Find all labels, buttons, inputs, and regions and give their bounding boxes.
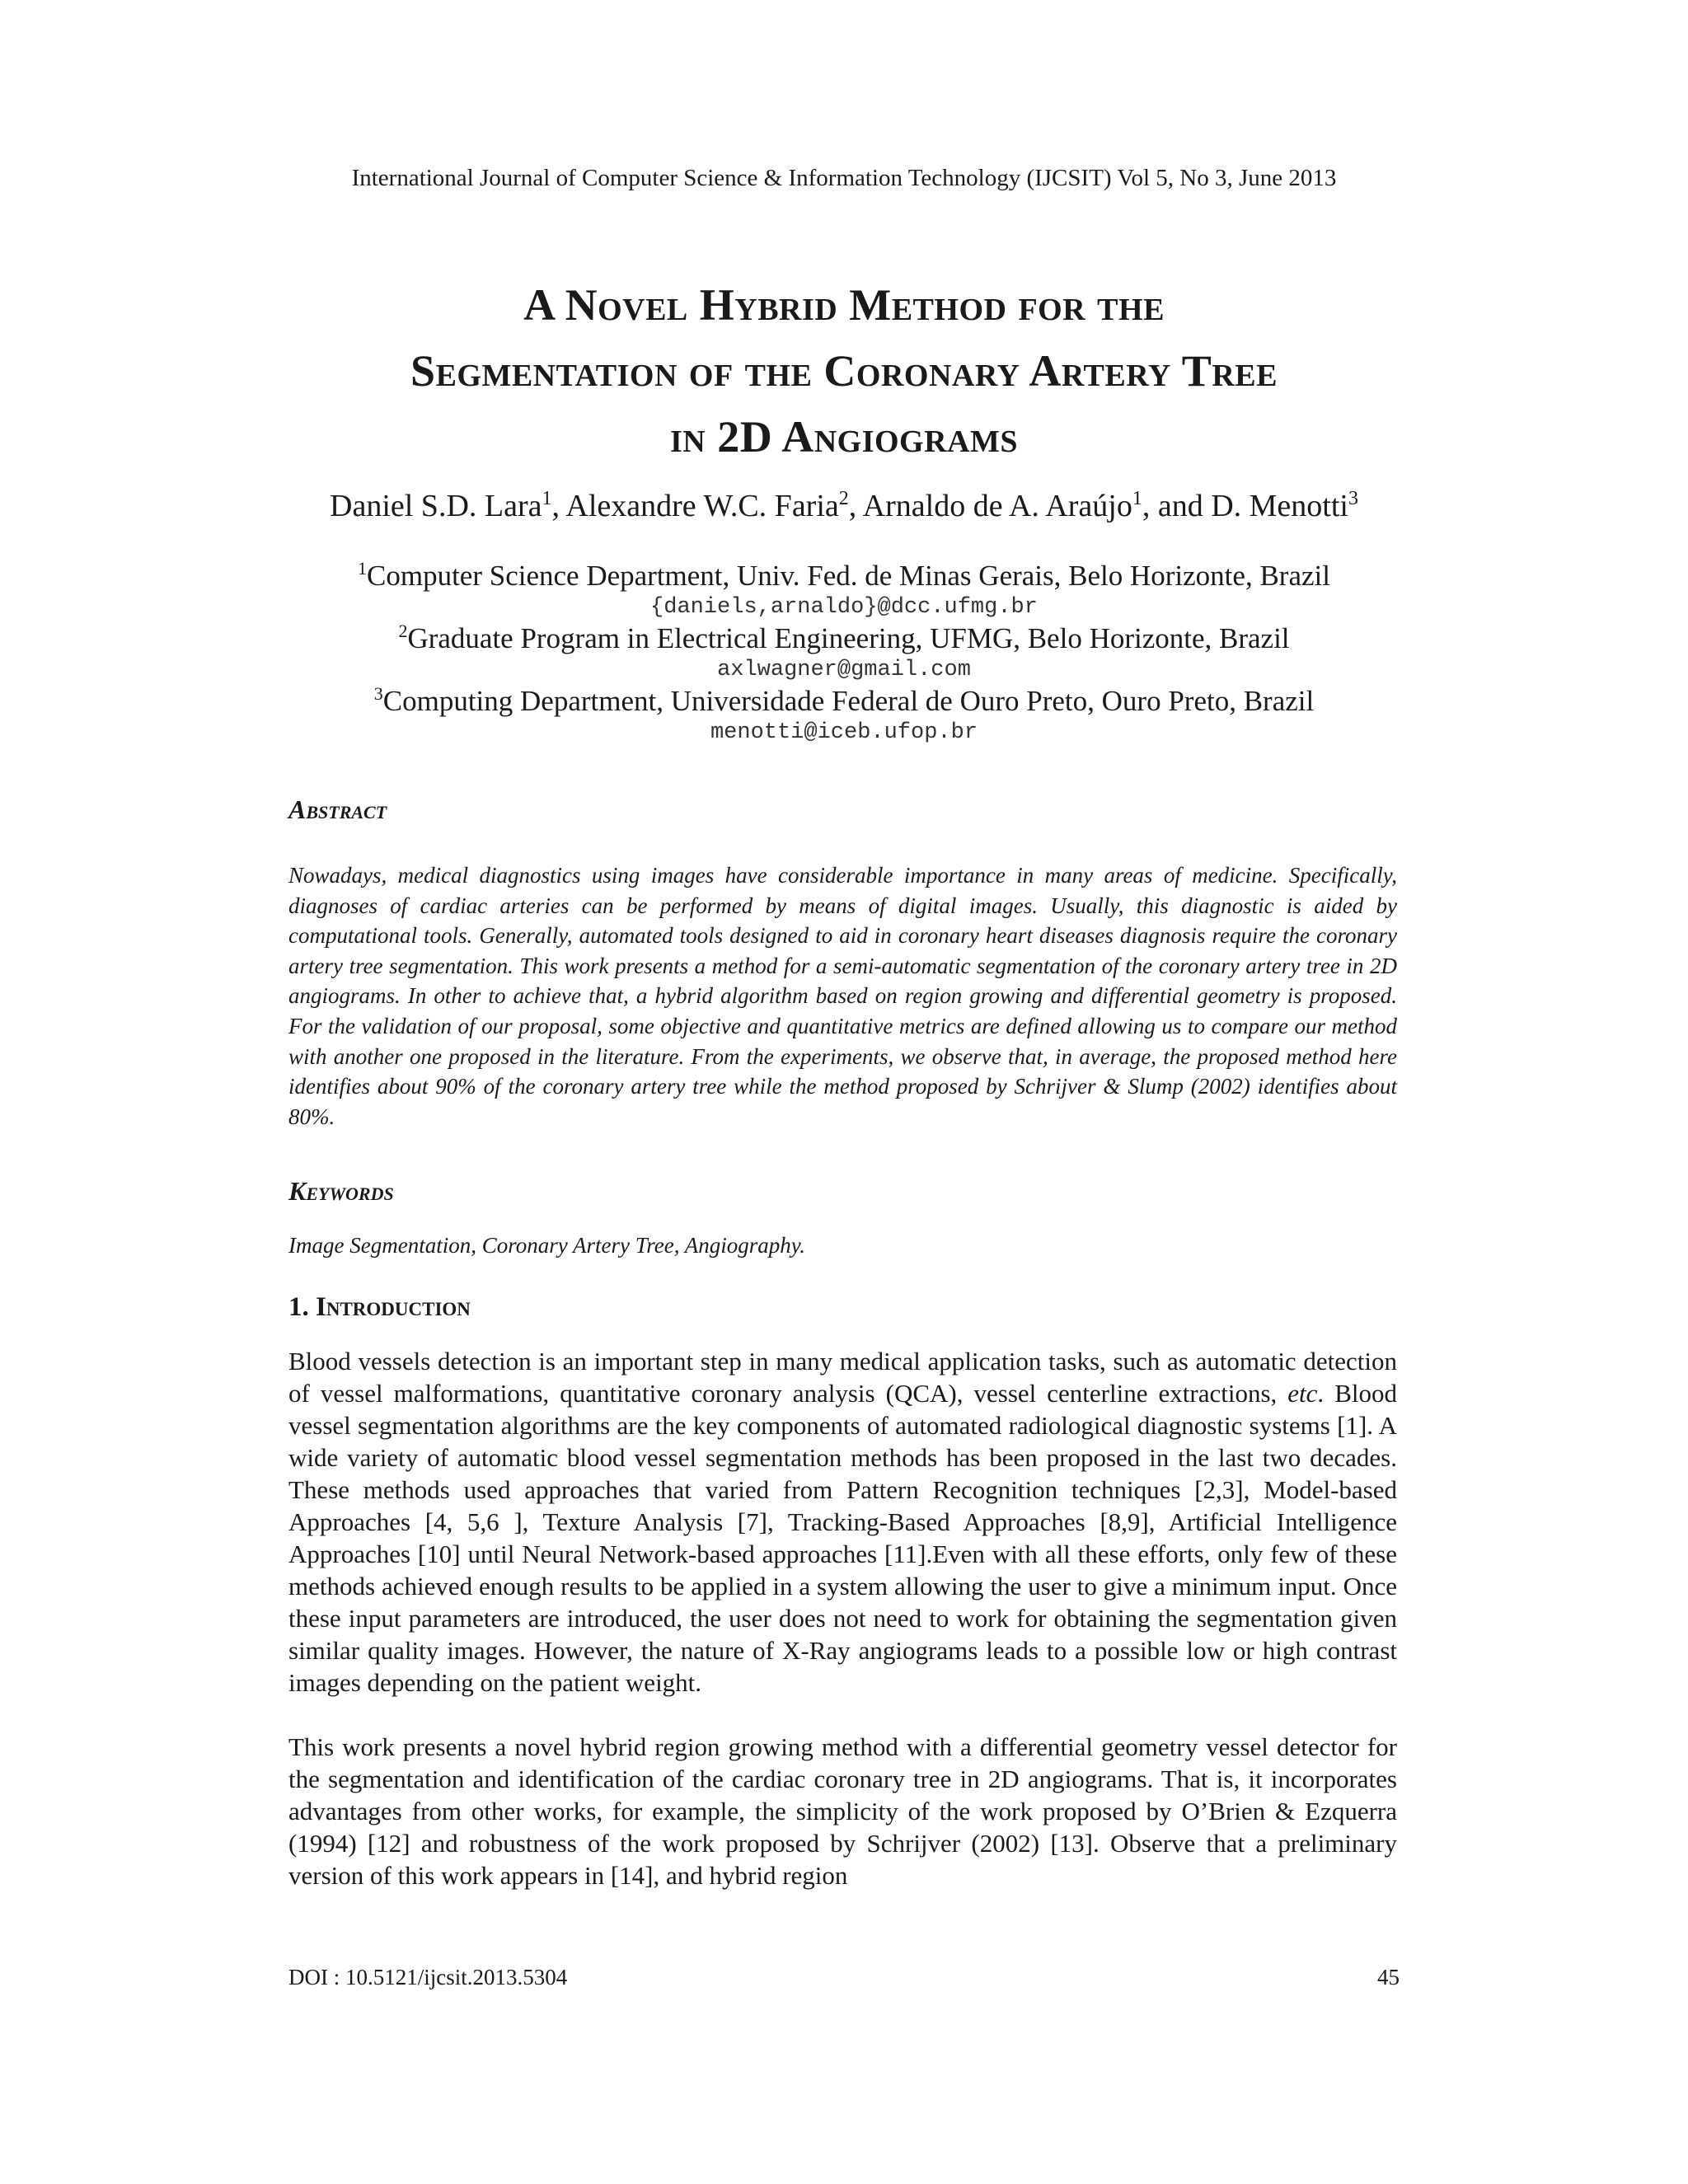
affiliation-mark: 3: [373, 683, 383, 704]
paper-title: [0, 272, 1688, 470]
affiliation-text: Computing Department, Universidade Federal de Ouro Preto, Ouro Preto, Brazil: [382, 685, 1315, 717]
introduction-body: [288, 1345, 1397, 1891]
affiliation-line: [0, 684, 1688, 719]
author-name: Alexandre W.C. Faria: [565, 489, 839, 523]
emphasis-etc: etc: [1287, 1379, 1318, 1408]
affiliation-email: axlwagner@gmail.com: [717, 658, 971, 682]
author-name: Daniel S.D. Lara: [330, 489, 542, 523]
abstract-heading: Abstract: [288, 794, 387, 824]
affiliation-line: [0, 559, 1688, 593]
author-separator: , and: [1142, 489, 1212, 523]
author-name: D. Menotti: [1211, 489, 1348, 523]
author-separator: ,: [848, 489, 863, 523]
author-affiliation-mark: 1: [542, 488, 552, 509]
author-affiliation-mark: 1: [1132, 488, 1142, 509]
affiliation-text: Graduate Program in Electrical Engineering, UFMG, Belo Horizonte, Brazil: [407, 622, 1290, 654]
affiliation-mark: 2: [398, 621, 408, 641]
keywords-text: Image Segmentation, Coronary Artery Tree, Angiography.: [288, 1233, 805, 1258]
title-line-1: A Novel Hybrid Method for the: [523, 280, 1165, 330]
affiliation-text: Computer Science Department, Univ. Fed. de Minas Gerais, Belo Horizonte, Brazil: [367, 560, 1330, 592]
affiliation-mark: 1: [358, 558, 368, 579]
affiliation-email: menotti@iceb.ufop.br: [710, 720, 978, 745]
title-line-2: Segmentation of the Coronary Artery Tree: [410, 346, 1278, 396]
running-header: International Journal of Computer Science & Information Technology (IJCSIT) Vol 5, No 3, June 2013: [351, 165, 1337, 191]
author-affiliation-mark: 3: [1348, 488, 1358, 509]
affiliation-email: {daniels,arnaldo}@dcc.ufmg.br: [650, 595, 1038, 620]
page-number: 45: [1377, 1965, 1400, 1990]
abstract-section: [288, 793, 1397, 1132]
title-line-3: in 2D Angiograms: [669, 412, 1019, 462]
introduction-section: [288, 1291, 1397, 1891]
footer-doi: DOI : 10.5121/ijcsit.2013.5304: [288, 1965, 568, 1990]
affiliation-line: [0, 621, 1688, 656]
keywords-section: [288, 1174, 1397, 1260]
author-list: [0, 486, 1688, 526]
author-separator: ,: [551, 489, 566, 523]
introduction-paragraph: [288, 1345, 1397, 1699]
affiliations: [0, 559, 1688, 747]
paragraph-text: Blood vessels detection is an important step in many medical application tasks, such as automatic detection of vessel malformations, quantitative coronary analysis (QCA), vessel centerline extractions,: [288, 1347, 1397, 1408]
paragraph-text: . Blood vessel segmentation algorithms are the key components of automated radiological diagnostic systems [1]. A wide variety of automatic blood vessel segmentation methods has been proposed in the last two decades. These methods used approaches that varied from Pattern Recognition techniques [2,3], Model-based Approaches [4, 5,6 ], Texture Analysis [7], Tracking-Based Approaches [8,9], Artificial Intelligence Approaches [10] until Neural Network-based approaches [11].Even with all these efforts, only few of these methods achieved enough results to be applied in a system allowing the user to give a minimum input. Once these input parameters are introduced, the user does not need to work for obtaining the segmentation given similar quality images. However, the nature of X-Ray angiograms leads to a possible low or high contrast images depending on the patient weight.: [288, 1379, 1397, 1697]
introduction-paragraph: This work presents a novel hybrid region growing method with a differential geometry vessel detector for the segmentation and identification of the cardiac coronary tree in 2D angiograms. That is, it incorporates advantages from other works, for example, the simplicity of the work proposed by O’Brien & Ezquerra (1994) [12] and robustness of the work proposed by Schrijver (2002) [13]. Observe that a preliminary version of this work appears in [14], and hybrid region: [288, 1732, 1397, 1890]
abstract-text: Nowadays, medical diagnostics using images have considerable importance in many areas of medicine. Specifically, diagnoses of cardiac arteries can be performed by means of digital images. Usually, this diagnostic is aided by computational tools. Generally, automated tools designed to aid in coronary heart diseases diagnosis require the coronary artery tree segmentation. This work presents a method for a semi-automatic segmentation of the coronary artery tree in 2D angiograms. In other to achieve that, a hybrid algorithm based on region growing and differential geometry is proposed. For the validation of our proposal, some objective and quantitative metrics are defined allowing us to compare our method with another one proposed in the literature. From the experiments, we observe that, in average, the proposed method here identifies about 90% of the coronary artery tree while the method proposed by Schrijver & Slump (2002) identifies about 80%.: [288, 863, 1397, 1129]
author-name: Arnaldo de A. Araújo: [862, 489, 1132, 523]
keywords-heading: Keywords: [288, 1176, 394, 1206]
author-affiliation-mark: 2: [838, 488, 849, 509]
introduction-heading: 1. Introduction: [288, 1292, 471, 1322]
